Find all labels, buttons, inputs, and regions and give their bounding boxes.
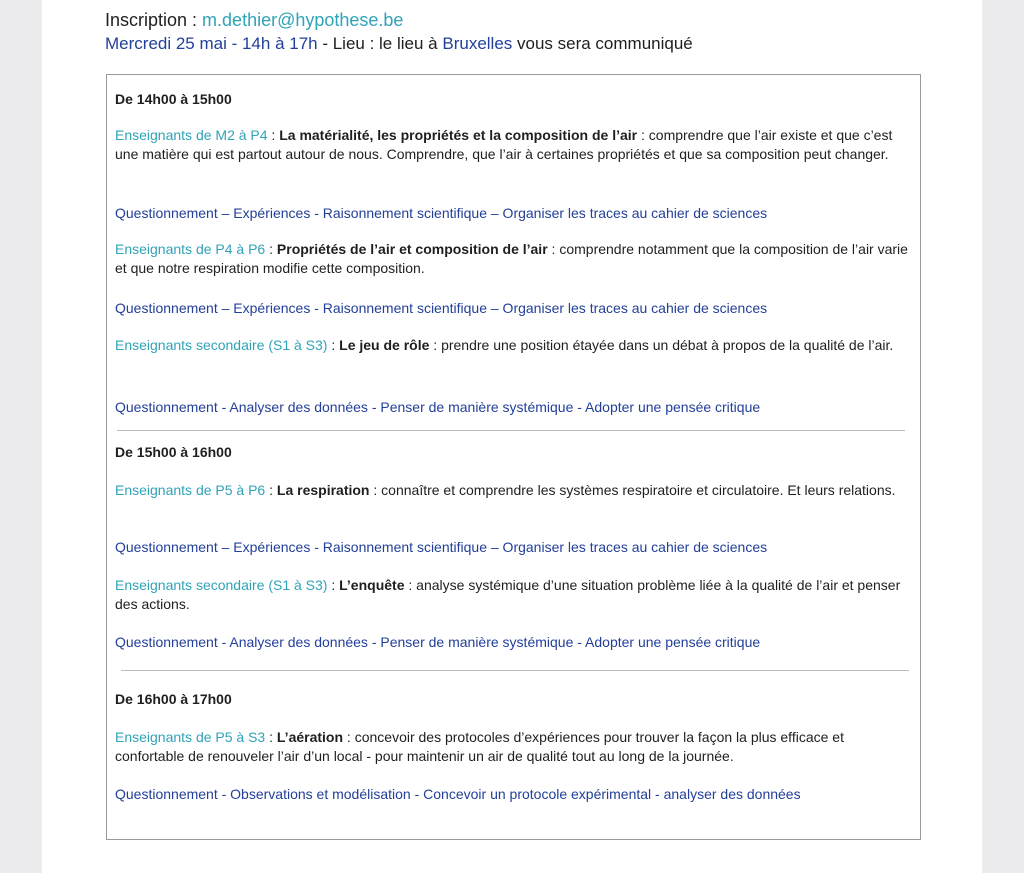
session-text: prendre une position étayée dans un débat à propos de la qualité de l’air. [441,337,894,353]
session-skills: Questionnement – Expériences - Raisonnement scientifique – Organiser les traces au cahier de sciences [115,539,768,555]
program-box [106,74,921,840]
registration-header [105,8,965,56]
session-text: analyse systémique d’une situation problème liée à la qualité de l’air et penser des actions. [115,577,901,612]
session-audience: Enseignants de M2 à P4 [115,127,268,143]
session-topic: La matérialité, les propriétés et la composition de l’air [279,127,638,143]
session-topic: Propriétés de l’air et composition de l’air [276,241,548,257]
lieu-prefix: - Lieu : le lieu à [317,34,443,53]
event-date-line [105,32,965,56]
session-skills: Questionnement – Expériences - Raisonnement scientifique – Organiser les traces au cahier de sciences [115,205,768,221]
session-text: comprendre que l’air existe et que c’est une matière qui est partout autour de nous. Comprendre, que l’air à certaines propriétés et que sa composition peut changer. [115,127,893,162]
session-skills: Questionnement - Analyser des données - Penser de manière systémique - Adopter une pensée critique [115,399,761,415]
slot-divider [121,670,909,671]
session-description: Enseignants de M2 à P4 : La matérialité, les propriétés et la composition de l’air : comprendre que l’air existe et que c’est une matière qui est partout autour de nous. Comprendre, que l’air à certaines propriétés et que sa composition peut changer. [115,127,893,162]
session-text: comprendre notamment que la composition de l’air varie et que notre respiration modifie cette composition. [115,241,908,276]
session-text: connaître et comprendre les systèmes respiratoire et circulatoire. Et leurs relations. [381,482,896,498]
session-topic: La respiration [276,482,370,498]
session-audience: Enseignants secondaire (S1 à S3) [115,337,328,353]
inscription-label: Inscription : [105,10,203,30]
slot-divider [117,430,905,431]
session-description: Enseignants secondaire (S1 à S3) : L’enquête : analyse systémique d’une situation problème liée à la qualité de l’air et penser des actions. [115,577,901,612]
session-description: Enseignants de P5 à P6 : La respiration : connaître et comprendre les systèmes respiratoire et circulatoire. Et leurs relations. [115,482,896,498]
slot-title: De 16h00 à 17h00 [115,691,232,707]
event-date: Mercredi 25 mai - 14h à 17h [105,34,318,53]
document-page [42,0,982,873]
session-description: Enseignants de P4 à P6 : Propriétés de l’air et composition de l’air : comprendre notamment que la composition de l’air varie et que notre respiration modifie cette composition. [115,241,908,276]
session-topic: L’aération [276,729,344,745]
session-topic: L’enquête [339,577,405,593]
session-audience: Enseignants de P5 à S3 [115,729,266,745]
session-skills: Questionnement - Analyser des données - Penser de manière systémique - Adopter une pensée critique [115,634,761,650]
session-description: Enseignants secondaire (S1 à S3) : Le jeu de rôle : prendre une position étayée dans un débat à propos de la qualité de l’air. [115,337,894,353]
session-audience: Enseignants de P4 à P6 [115,241,266,257]
session-topic: Le jeu de rôle [339,337,430,353]
inscription-line [105,8,965,32]
session-audience: Enseignants de P5 à P6 [115,482,266,498]
session-audience: Enseignants secondaire (S1 à S3) [115,577,328,593]
session-text: concevoir des protocoles d’expériences pour trouver la façon la plus efficace et confortable de renouveler l’air d’un local - pour maintenir un air de qualité tout au long de la journée. [115,729,844,764]
email-link[interactable]: m.dethier@hypothese.be [202,10,404,30]
slot-title: De 15h00 à 16h00 [115,444,232,460]
session-skills: Questionnement - Observations et modélisation - Concevoir un protocole expérimental - analyser des données [115,786,801,802]
slot-title: De 14h00 à 15h00 [115,91,232,107]
session-description: Enseignants de P5 à S3 : L’aération : concevoir des protocoles d’expériences pour trouver la façon la plus efficace et confortable de renouveler l’air d’un local - pour maintenir un air de qualité tout au long de la journée. [115,729,844,764]
event-city: Bruxelles [442,34,513,53]
lieu-suffix: vous sera communiqué [512,34,693,53]
session-skills: Questionnement – Expériences - Raisonnement scientifique – Organiser les traces au cahier de sciences [115,300,768,316]
